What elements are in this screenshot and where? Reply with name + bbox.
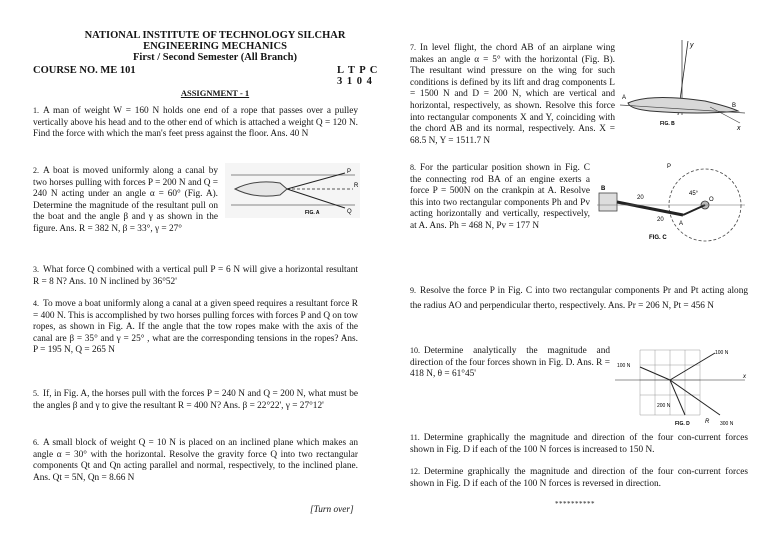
question-text: For the particular position shown in Fig. C the connecting rod BA of an engine exerts a force P = 500N on the crankpin at A. Resolve this into two rectangular components Ph and Pv acting horizontally and vertically, respectively, at A. Ans. Ph = 468 N, Pv = 177 N <box>410 163 590 231</box>
fig-c-caption: FIG. C <box>649 235 667 241</box>
question-text: Determine graphically the magnitude and direction of the four con-current forces shown in Fig. D if each of the 100 N forces is increased to 150 N. <box>410 433 748 455</box>
label-q: Q <box>347 209 352 215</box>
question-number: 4. <box>33 299 39 308</box>
label-r: R <box>705 419 710 425</box>
question-6 <box>33 437 358 484</box>
label-f1: 100 N <box>715 350 729 356</box>
fig-d-caption: FIG. D <box>675 421 690 427</box>
label-p: P <box>667 164 672 170</box>
ltpc-values: 3 1 0 4 <box>337 76 373 87</box>
question-number: 1. <box>33 106 39 115</box>
dimension-3: 20 <box>657 217 664 223</box>
ltpc-label: L T P C <box>337 65 379 76</box>
label-o: O <box>709 197 714 203</box>
turn-over-note: [Turn over] <box>310 505 354 515</box>
label-f4: 300 N <box>720 421 734 427</box>
label-f2: 100 N <box>617 363 631 369</box>
course-number: COURSE NO. ME 101 <box>33 65 136 76</box>
label-y: y <box>690 42 694 49</box>
label-p: P <box>347 169 352 175</box>
question-number: 7. <box>410 43 416 52</box>
question-7 <box>410 42 615 147</box>
question-11 <box>410 432 748 456</box>
question-text: A man of weight W = 160 N holds one end of a rope that passes over a pulley vertically above his head and to the other end of which is attached a weight Q = 120 N. Find the force with which the man's feet press against the floor. Ans. 40 N <box>33 106 358 140</box>
question-text: Determine graphically the magnitude and direction of the four con-current forces shown in Fig. D if each of the 100 N forces is reversed in direction. <box>410 467 748 489</box>
question-text: To move a boat uniformly along a canal at a given speed requires a resultant force R = 400 N. This is accomplished by two horses pulling forces with forces P and Q on tow ropes, as shown in Fig. A. If the angle that the tow ropes make with the axis of the canal are β = 35° and γ = 25° , what are the corresponding tensions in the ropes? Ans. P = 195 N, Q = 265 N <box>33 299 358 356</box>
question-4 <box>33 298 358 357</box>
question-number: 5. <box>33 389 39 398</box>
question-text: Resolve the force P in Fig. C into two rectangular components Pr and Pt acting along the radius AO and perpendicular therto, respectively. Ans. Pr = 206 N, Pt = 456 N <box>410 286 748 311</box>
question-number: 9. <box>410 286 416 295</box>
question-10 <box>410 345 610 381</box>
question-number: 2. <box>33 166 39 175</box>
question-number: 6. <box>33 438 39 447</box>
institute-name: NATIONAL INSTITUTE OF TECHNOLOGY SILCHAR <box>84 30 346 41</box>
question-5 <box>33 388 358 412</box>
question-text: A small block of weight Q = 10 N is placed on an inclined plane which makes an angle α = 30° with the horizontal. Resolve the gravity force Q into two rectangular components Qt and Qn acting parallel and normal, respectively, to the inclined plane. Ans. Qt = 5N, Qn = 8.66 N <box>33 438 358 483</box>
question-text: Determine analytically the magnitude and direction of the four forces shown in Fig. D. Ans. R = 418 N, θ = 61°45' <box>410 346 610 380</box>
figure-b <box>620 35 745 130</box>
question-text: A boat is moved uniformly along a canal by two horses pulling with forces P = 200 N and Q = 240 N acting under an angle α = 60° (Fig. A). Determine the magnitude of the resultant pull on the boat and the angle β and γ as shown in the figure. Ans. R = 382 N, β = 33°, γ = 27° <box>33 166 218 234</box>
label-x: x <box>737 125 741 130</box>
figure-d <box>615 345 750 430</box>
label-b: B <box>732 103 737 109</box>
label-f3: 200 N <box>657 403 671 409</box>
label-a: A <box>679 221 684 227</box>
assignment-title: ASSIGNMENT - 1 <box>180 88 250 98</box>
question-9 <box>410 283 748 314</box>
question-text: In level flight, the chord AB of an airplane wing makes an angle α = 5° with the horizontal (Fig. B). The resultant wind pressure on the wing for such conditions is defined by its lift and drag components L = 1500 N and D = 200 N, which are vertical and horizontal, respectively, as shown. Resolve this force into rectangular components X and Y, coinciding with the chord AB and its normal, respectively. Ans. X = 68.5 N, Y = 1511.7 N <box>410 43 615 146</box>
question-number: 3. <box>33 265 39 274</box>
label-r: R <box>354 183 359 189</box>
dimension-1: 20 <box>637 195 644 201</box>
question-text: What force Q combined with a vertical pull P = 6 N will give a horizontal resultant R = 8 N? Ans. 10 N inclined by 36°52' <box>33 265 358 287</box>
question-text: If, in Fig. A, the horses pull with the forces P = 240 N and Q = 200 N, what must be the angles β and γ to give the resultant R = 400 N? Ans. β = 22°22', γ = 27°12' <box>33 389 358 411</box>
question-number: 10. <box>410 346 420 355</box>
subject-title: ENGINEERING MECHANICS <box>143 41 287 52</box>
semester-line: First / Second Semester (All Branch) <box>133 52 297 63</box>
wing-profile <box>628 97 738 113</box>
figure-a <box>225 163 360 218</box>
fig-a-caption: FIG. A <box>305 210 320 216</box>
question-number: 12. <box>410 467 420 476</box>
question-1 <box>33 105 358 141</box>
question-2 <box>33 165 218 236</box>
end-marker: ********** <box>555 500 595 508</box>
question-number: 8. <box>410 163 416 172</box>
label-x: x <box>743 374 746 380</box>
label-a: A <box>622 95 627 101</box>
crosshead <box>599 193 617 211</box>
question-3 <box>33 264 358 288</box>
fig-b-caption: FIG. B <box>660 121 675 127</box>
figure-c <box>597 163 747 258</box>
dimension-2: 45° <box>689 191 699 197</box>
question-8 <box>410 162 590 233</box>
question-number: 11. <box>410 433 420 442</box>
question-12 <box>410 466 748 490</box>
crank-arm <box>683 205 705 215</box>
connecting-rod <box>617 202 683 215</box>
label-b: B <box>601 186 606 192</box>
force-100-a <box>670 353 715 380</box>
